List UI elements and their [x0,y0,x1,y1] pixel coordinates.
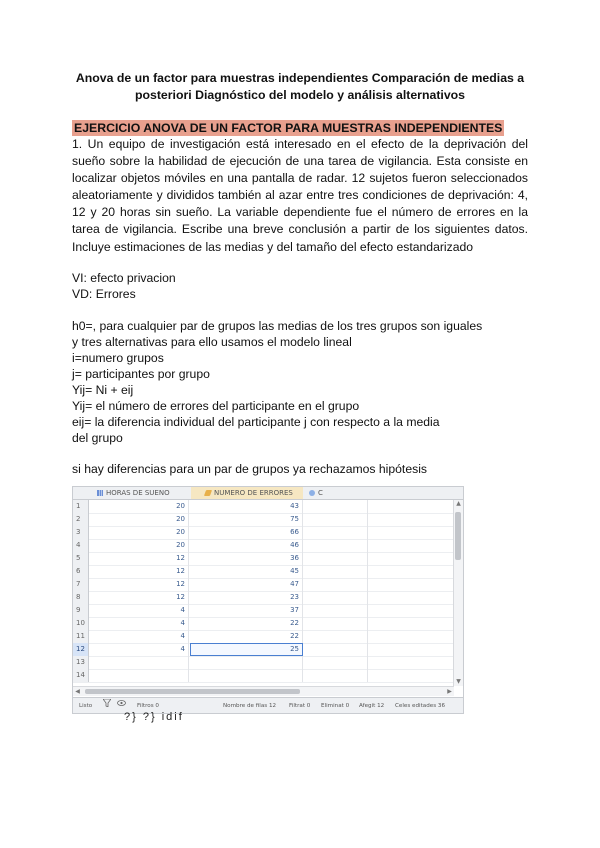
cell-errores[interactable]: 46 [190,539,303,552]
cell-horas[interactable]: 12 [89,565,189,578]
spreadsheet-screenshot [72,486,464,714]
status-filtered: Filtrat 0 [289,703,311,709]
status-edited: Celes editades 36 [395,703,446,709]
cell-errores[interactable]: 66 [190,526,303,539]
cell-c[interactable] [304,669,368,682]
row-number[interactable]: 4 [73,539,89,552]
scroll-right-icon[interactable]: ▶ [447,688,452,695]
cell-c[interactable] [304,526,368,539]
row-number[interactable]: 11 [73,630,89,643]
status-deleted: Eliminat 0 [321,703,350,709]
cell-c[interactable] [304,539,368,552]
cell-c[interactable] [304,617,368,630]
cell-horas[interactable]: 12 [89,578,189,591]
cell-errores[interactable]: 25 [190,643,303,656]
scroll-left-icon[interactable]: ◀ [75,688,80,695]
table-row[interactable] [73,565,453,579]
def-j: j= participantes por grupo [72,367,210,381]
cell-errores[interactable]: 22 [190,617,303,630]
cell-horas[interactable]: 12 [89,591,189,604]
table-row[interactable] [73,539,453,553]
row-number[interactable]: 6 [73,565,89,578]
cell-horas[interactable]: 4 [89,630,189,643]
cell-horas[interactable]: 20 [89,539,189,552]
filter-icon[interactable] [103,698,111,714]
row-number[interactable]: 13 [73,656,89,669]
status-filters: Filtros 0 [137,703,159,709]
model-line: Yij= Ni + eij [72,383,134,397]
cell-horas[interactable] [89,656,189,669]
cell-errores[interactable]: 36 [190,552,303,565]
cell-horas[interactable]: 20 [89,513,189,526]
column-header-c[interactable]: C [305,487,369,499]
cell-errores[interactable]: 37 [190,604,303,617]
row-number[interactable]: 7 [73,578,89,591]
status-row-names: Nombre de filas 12 [223,703,277,709]
row-number[interactable]: 2 [73,513,89,526]
scroll-up-icon[interactable]: ▲ [456,500,461,507]
cell-c[interactable] [304,565,368,578]
table-row[interactable] [73,552,453,566]
hscrollbar-thumb[interactable] [85,689,300,694]
data-grid [73,500,453,686]
cell-horas[interactable]: 20 [89,526,189,539]
nominal-icon [309,490,315,496]
table-row[interactable] [73,578,453,592]
cell-horas[interactable]: 20 [89,500,189,513]
cell-errores[interactable]: 47 [190,578,303,591]
vd-line: VD: Errores [72,287,136,301]
row-number[interactable]: 10 [73,617,89,630]
table-row[interactable] [73,617,453,631]
cell-horas[interactable]: 12 [89,552,189,565]
cell-c[interactable] [304,604,368,617]
cell-horas[interactable]: 4 [89,617,189,630]
cell-errores[interactable] [190,656,303,669]
cell-c[interactable] [304,552,368,565]
table-row[interactable] [73,500,453,514]
row-number[interactable]: 12 [73,643,89,656]
status-ready: Listo [79,703,93,709]
column-header-errores[interactable]: NUMERO DE ERRORES [191,487,303,499]
cell-errores[interactable]: 45 [190,565,303,578]
vi-line: VI: efecto privacion [72,271,176,285]
cell-horas[interactable] [89,669,189,682]
ruler-icon [204,490,212,496]
table-row[interactable] [73,643,453,657]
bar-chart-icon [97,490,103,496]
row-number[interactable]: 3 [73,526,89,539]
column-header-horas[interactable]: HORAS DE SUENO [89,487,197,499]
table-row[interactable] [73,591,453,605]
def-i: i=numero grupos [72,351,164,365]
table-row[interactable] [73,604,453,618]
cell-horas[interactable]: 4 [89,604,189,617]
cell-errores[interactable]: 22 [190,630,303,643]
exercise-paragraph: 1. Un equipo de investigación está interesado en el efecto de la deprivación del sueño sobre la habilidad de ejecución de una tarea de vigilancia. Esta consiste en localizar objetos móviles en una pantalla de radar. 12 sujetos fueron seleccionados aleatoriamente y divididos también al azar entre tres condiciones de deprivación: 4, 12 y 20 horas sin sueño. La variable dependiente fue el número de errores en la tarea de vigilancia. Escribe una breve conclusión a partir de los siguientes datos. Incluye estimaciones de las medias y del tamaño del efecto estandarizado [72,137,528,254]
row-number[interactable]: 5 [73,552,89,565]
cell-c[interactable] [304,656,368,669]
row-number[interactable]: 9 [73,604,89,617]
def-eij-2: del grupo [72,431,123,445]
cell-c[interactable] [304,578,368,591]
scroll-down-icon[interactable]: ▼ [456,678,461,685]
cropped-text-fragment: ?} ?} idif [124,711,184,723]
cell-horas[interactable]: 4 [89,643,189,656]
cell-errores[interactable]: 75 [190,513,303,526]
cell-errores[interactable]: 23 [190,591,303,604]
horizontal-scrollbar[interactable] [73,686,454,696]
def-eij-1: eij= la diferencia individual del participante j con respecto a la media [72,415,440,429]
conclusion-line: si hay diferencias para un par de grupos ya rechazamos hipótesis [72,462,427,476]
cell-errores[interactable]: 43 [190,500,303,513]
table-row[interactable] [73,630,453,644]
h0-line-1: h0=, para cualquier par de grupos las medias de los tres grupos son iguales [72,319,483,333]
cell-c[interactable] [304,630,368,643]
table-row[interactable] [73,656,453,670]
h0-line-2: y tres alternativas para ello usamos el modelo lineal [72,335,352,349]
table-row[interactable] [73,513,453,527]
cell-errores[interactable] [190,669,303,682]
status-added: Afegit 12 [359,703,385,709]
section-heading: EJERCICIO ANOVA DE UN FACTOR PARA MUESTRAS INDEPENDIENTES [74,121,503,135]
cell-c[interactable] [304,513,368,526]
row-number[interactable]: 8 [73,591,89,604]
scrollbar-thumb[interactable] [455,512,461,560]
row-number[interactable]: 1 [73,500,89,513]
table-row[interactable] [73,669,453,683]
cell-c[interactable] [304,500,368,513]
cell-c[interactable] [304,643,368,656]
document-title: Anova de un factor para muestras independientes Comparación de medias a posteriori Diagnóstico del modelo y análisis alternativos [75,71,525,102]
cell-c[interactable] [304,591,368,604]
table-row[interactable] [73,526,453,540]
vertical-scrollbar[interactable] [453,500,463,686]
column-header-bar [73,487,463,500]
row-number[interactable]: 14 [73,669,89,682]
def-yij: Yij= el número de errores del participante en el grupo [72,399,360,413]
